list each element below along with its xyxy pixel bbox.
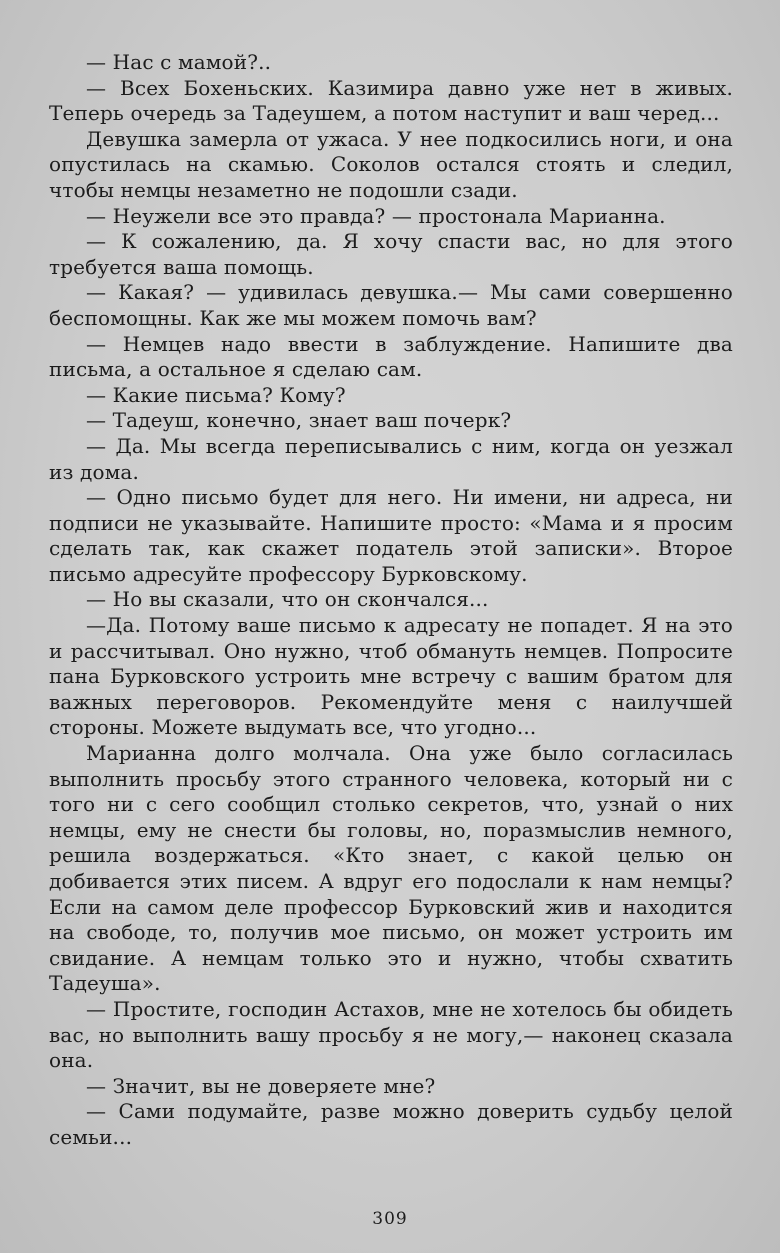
paragraph: — Простите, господин Астахов, мне не хотелось бы обидеть вас, но выполнить вашу просьбу я не могу,— наконец сказала она. — [49, 996, 733, 1073]
paragraph: — Но вы сказали, что он скончался... — [86, 587, 489, 612]
paragraph: — Да. Мы всегда переписывались с ним, когда он уезжал из дома. — [49, 433, 733, 484]
paragraph: — Всех Бохеньских. Казимира давно уже нет в живых. Теперь очередь за Тадеушем, а потом наступит и ваш черед... — [49, 75, 733, 126]
paragraph: — Нас с мамой?.. — [86, 50, 272, 74]
paragraph: — Какие письма? Кому? — [86, 382, 346, 407]
paragraph: — К сожалению, да. Я хочу спасти вас, но для этого требуется ваша помощь. — [49, 229, 733, 279]
paragraph: — Тадеуш, конечно, знает ваш почерк? — [86, 408, 512, 433]
paragraph: Марианна долго молчала. Она уже было согласилась выполнить просьбу этого странного человека, который ни с того ни с сего сообщил столько секретов, что, узнай о них немцы, ему не снести бы головы, но, поразмыслив немного, решила воздержаться. «Кто знает, с какой целью он добивается этих писем. А вдруг его подослали к нам немцы? Если на самом деле профессор Бурковский жив и находится на свободе, то, получив мое письмо, он может устроить им свидание. А немцам только это и нужно, чтобы схватить Тадеуша». — [49, 741, 733, 996]
page-number: 309 — [372, 1209, 408, 1229]
paragraph: — Одно письмо будет для него. Ни имени, ни адреса, ни подписи не указывайте. Напишите просто: «Мама и я просим сделать так, как скажет податель этой записки». Второе письмо адресуйте профессору Бурковскому. — [49, 485, 733, 586]
paragraph: — Неужели все это правда? — простонала Марианна. — [86, 203, 666, 228]
paragraph: — Какая? — удивилась девушка.— Мы сами совершенно беспомощны. Как же мы можем помочь вам? — [49, 280, 733, 330]
paragraph: — Немцев надо ввести в заблуждение. Напишите два письма, а остальное я сделаю сам. — [49, 331, 733, 382]
paragraph: — Значит, вы не доверяете мне? — [86, 1073, 436, 1098]
paragraph: —Да. Потому ваше письмо к адресату не попадет. Я на это и рассчитывал. Оно нужно, чтоб обмануть немцев. Попросите пана Бурковского устроить мне встречу с вашим братом для важных переговоров. Рекомендуйте меня с наилучшей стороны. Можете выдумать все, что угодно... — [49, 613, 733, 740]
paragraph: Девушка замерла от ужаса. У нее подкосились ноги, и она опустилась на скамью. Соколов остался стоять и следил, чтобы немцы незаметно не подошли сзади. — [49, 126, 733, 202]
paragraph: — Сами подумайте, разве можно доверить судьбу целой семьи... — [49, 1099, 733, 1149]
page-text — [49, 50, 733, 1151]
